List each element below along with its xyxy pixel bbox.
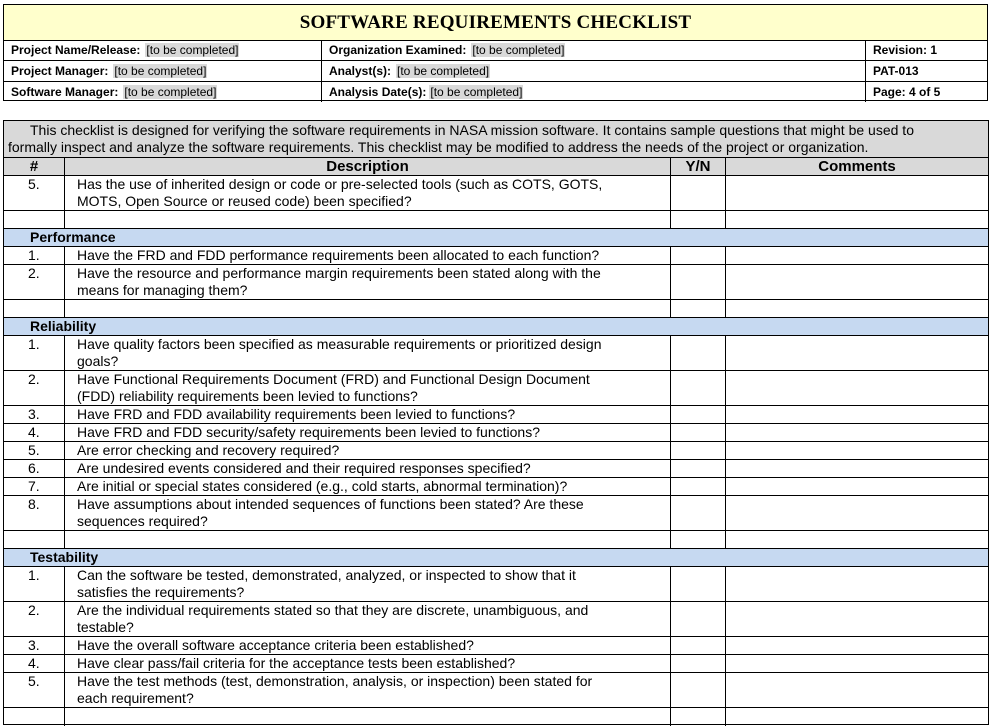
- table-row: [4, 371, 988, 406]
- blank-row: [4, 300, 988, 318]
- description-line: MOTS, Open Source or reused code) been specified?: [77, 193, 412, 209]
- comments-cell[interactable]: [726, 442, 988, 459]
- column-header-number: #: [4, 158, 65, 175]
- software-manager-label: Software Manager:: [11, 85, 119, 99]
- item-number: 5.: [4, 673, 65, 707]
- item-number: 5.: [4, 176, 65, 210]
- document-header-table: [3, 4, 988, 101]
- item-description: [65, 460, 671, 477]
- yn-answer-cell[interactable]: [671, 478, 726, 495]
- yn-answer-cell[interactable]: [671, 655, 726, 672]
- header-row-2: [4, 61, 987, 82]
- organization-cell: [322, 40, 866, 60]
- project-manager-label: Project Manager:: [11, 64, 109, 78]
- yn-answer-cell[interactable]: [671, 460, 726, 477]
- description-line: Have quality factors been specified as measurable requirements or prioritized design: [77, 336, 602, 352]
- comments-cell[interactable]: [726, 406, 988, 423]
- table-row: [4, 602, 988, 637]
- description-line: Have the overall software acceptance criteria been established?: [77, 637, 474, 653]
- item-number: 1.: [4, 567, 65, 601]
- item-description: [65, 478, 671, 495]
- item-description: [65, 496, 671, 530]
- analysts-cell: [322, 61, 866, 81]
- description-line: Have FRD and FDD availability requirements been levied to functions?: [77, 406, 516, 422]
- comments-cell[interactable]: [726, 602, 988, 636]
- analysts-label: Analyst(s):: [329, 64, 392, 78]
- table-row: [4, 567, 988, 602]
- description-line: Has the use of inherited design or code or pre-selected tools (such as COTS, GOTS,: [77, 176, 603, 192]
- document-id: PAT-013: [873, 64, 919, 78]
- comments-cell[interactable]: [726, 673, 988, 707]
- yn-answer-cell[interactable]: [671, 247, 726, 264]
- item-number: 1.: [4, 336, 65, 370]
- yn-answer-cell[interactable]: [671, 442, 726, 459]
- section-header: Reliability: [4, 318, 988, 336]
- comments-cell[interactable]: [726, 708, 988, 726]
- blank-row: [4, 531, 988, 549]
- description-line: Are error checking and recovery required?: [77, 442, 340, 458]
- yn-answer-cell[interactable]: [671, 336, 726, 370]
- item-description: [65, 176, 671, 210]
- description-line: Have Functional Requirements Document (FRD) and Functional Design Document: [77, 371, 590, 387]
- item-description: [65, 247, 671, 264]
- software-manager-cell: [4, 82, 322, 102]
- yn-answer-cell[interactable]: [671, 371, 726, 405]
- item-number: [4, 211, 65, 228]
- item-number: [4, 708, 65, 726]
- yn-answer-cell[interactable]: [671, 496, 726, 530]
- item-description[interactable]: [65, 708, 671, 726]
- item-description: [65, 567, 671, 601]
- description-line: Are the individual requirements stated so that they are discrete, unambiguous, and: [77, 602, 589, 618]
- intro-line-1: This checklist is designed for verifying the software requirements in NASA mission software. It contains sample questions that might be used to: [30, 122, 914, 138]
- checklist-table: [3, 120, 989, 725]
- yn-answer-cell[interactable]: [671, 567, 726, 601]
- section-header: Testability: [4, 549, 988, 567]
- item-number: 2.: [4, 265, 65, 299]
- comments-cell[interactable]: [726, 460, 988, 477]
- item-description: [65, 442, 671, 459]
- description-line: sequences required?: [77, 513, 208, 529]
- comments-cell[interactable]: [726, 531, 988, 548]
- item-description: [65, 673, 671, 707]
- table-row: [4, 336, 988, 371]
- comments-cell[interactable]: [726, 424, 988, 441]
- software-manager-field[interactable]: [to be completed]: [124, 85, 217, 99]
- description-line: Have the FRD and FDD performance requirements been allocated to each function?: [77, 247, 600, 263]
- item-description[interactable]: [65, 211, 671, 228]
- description-line: Are undesired events considered and their required responses specified?: [77, 460, 531, 476]
- comments-cell[interactable]: [726, 371, 988, 405]
- table-row: [4, 247, 988, 265]
- comments-cell[interactable]: [726, 478, 988, 495]
- page-number: Page: 4 of 5: [873, 85, 941, 99]
- description-line: means for managing them?: [77, 282, 248, 298]
- table-row: [4, 460, 988, 478]
- description-line: Have the resource and performance margin requirements been stated along with the: [77, 265, 601, 281]
- comments-cell[interactable]: [726, 176, 988, 210]
- description-line: Can the software be tested, demonstrated, analyzed, or inspected to show that it: [77, 567, 576, 583]
- table-row: [4, 496, 988, 531]
- yn-answer-cell[interactable]: [671, 211, 726, 228]
- analysis-dates-field[interactable]: [to be completed]: [430, 85, 523, 99]
- description-line: goals?: [77, 353, 119, 369]
- comments-cell[interactable]: [726, 637, 988, 654]
- comments-cell[interactable]: [726, 336, 988, 370]
- header-row-3: [4, 82, 987, 102]
- description-line: (FDD) reliability requirements been levied to functions?: [77, 388, 418, 404]
- table-row: [4, 424, 988, 442]
- table-row: [4, 442, 988, 460]
- table-row: [4, 406, 988, 424]
- description-line: Have FRD and FDD security/safety requirements been levied to functions?: [77, 424, 540, 440]
- column-header-comments: Comments: [818, 158, 896, 175]
- item-number: 2.: [4, 371, 65, 405]
- description-line: Are initial or special states considered (e.g., cold starts, abnormal termination)?: [77, 478, 568, 494]
- description-line: satisfies the requirements?: [77, 584, 245, 600]
- yn-answer-cell[interactable]: [671, 673, 726, 707]
- table-row: [4, 265, 988, 300]
- blank-row: [4, 211, 988, 229]
- analysis-dates-cell: [322, 82, 866, 102]
- comments-cell[interactable]: [726, 567, 988, 601]
- blank-row: [4, 708, 988, 726]
- item-number: 6.: [4, 460, 65, 477]
- item-description: [65, 424, 671, 441]
- project-name-label: Project Name/Release:: [11, 43, 141, 57]
- table-row: [4, 478, 988, 496]
- description-line: each requirement?: [77, 690, 194, 706]
- item-number: [4, 531, 65, 548]
- comments-cell[interactable]: [726, 655, 988, 672]
- yn-answer-cell[interactable]: [671, 176, 726, 210]
- description-line: testable?: [77, 619, 134, 635]
- item-number: 4.: [4, 424, 65, 441]
- item-number: 3.: [4, 406, 65, 423]
- yn-answer-cell[interactable]: [671, 637, 726, 654]
- item-description[interactable]: [65, 300, 671, 317]
- yn-answer-cell[interactable]: [671, 265, 726, 299]
- table-row: [4, 655, 988, 673]
- table-row: [4, 176, 988, 211]
- yn-answer-cell[interactable]: [671, 708, 726, 726]
- project-manager-field[interactable]: [to be completed]: [114, 64, 207, 78]
- item-description: [65, 602, 671, 636]
- project-name-field[interactable]: [to be completed]: [146, 43, 239, 57]
- comments-cell[interactable]: [726, 247, 988, 264]
- project-name-cell: [4, 40, 322, 60]
- item-number: 8.: [4, 496, 65, 530]
- intro-line-2: formally inspect and analyze the software requirements. This checklist may be modified to address the needs of the project or organization.: [8, 139, 869, 155]
- table-row: [4, 673, 988, 708]
- description-line: Have the test methods (test, demonstration, analysis, or inspection) been stated for: [77, 673, 593, 689]
- analysis-dates-label: Analysis Date(s):: [329, 85, 427, 99]
- organization-field[interactable]: [to be completed]: [472, 43, 565, 57]
- document-title: SOFTWARE REQUIREMENTS CHECKLIST: [4, 5, 987, 41]
- yn-answer-cell[interactable]: [671, 602, 726, 636]
- item-description[interactable]: [65, 531, 671, 548]
- yn-answer-cell[interactable]: [671, 424, 726, 441]
- item-description: [65, 655, 671, 672]
- description-line: Have assumptions about intended sequences of functions been stated? Are these: [77, 496, 584, 512]
- yn-answer-cell[interactable]: [671, 300, 726, 317]
- revision-value: Revision: 1: [873, 43, 938, 57]
- item-number: 3.: [4, 637, 65, 654]
- item-number: 2.: [4, 602, 65, 636]
- comments-cell[interactable]: [726, 211, 988, 228]
- project-manager-cell: [4, 61, 322, 81]
- item-number: 5.: [4, 442, 65, 459]
- column-header-yn: Y/N: [671, 158, 726, 175]
- description-line: Have clear pass/fail criteria for the acceptance tests been established?: [77, 655, 516, 671]
- table-row: [4, 637, 988, 655]
- comments-cell[interactable]: [726, 300, 988, 317]
- yn-answer-cell[interactable]: [671, 531, 726, 548]
- item-description: [65, 371, 671, 405]
- comments-cell[interactable]: [726, 265, 988, 299]
- item-description: [65, 406, 671, 423]
- item-description: [65, 265, 671, 299]
- item-number: 7.: [4, 478, 65, 495]
- item-number: 4.: [4, 655, 65, 672]
- column-header-description: Description: [65, 158, 671, 175]
- comments-cell[interactable]: [726, 496, 988, 530]
- column-header-row: [4, 158, 988, 176]
- item-description: [65, 637, 671, 654]
- analysts-field[interactable]: [to be completed]: [397, 64, 490, 78]
- organization-label: Organization Examined:: [329, 43, 467, 57]
- item-number: 1.: [4, 247, 65, 264]
- item-description: [65, 336, 671, 370]
- section-header: Performance: [4, 229, 988, 247]
- header-row-1: [4, 40, 987, 61]
- intro-text: [4, 121, 988, 158]
- yn-answer-cell[interactable]: [671, 406, 726, 423]
- item-number: [4, 300, 65, 317]
